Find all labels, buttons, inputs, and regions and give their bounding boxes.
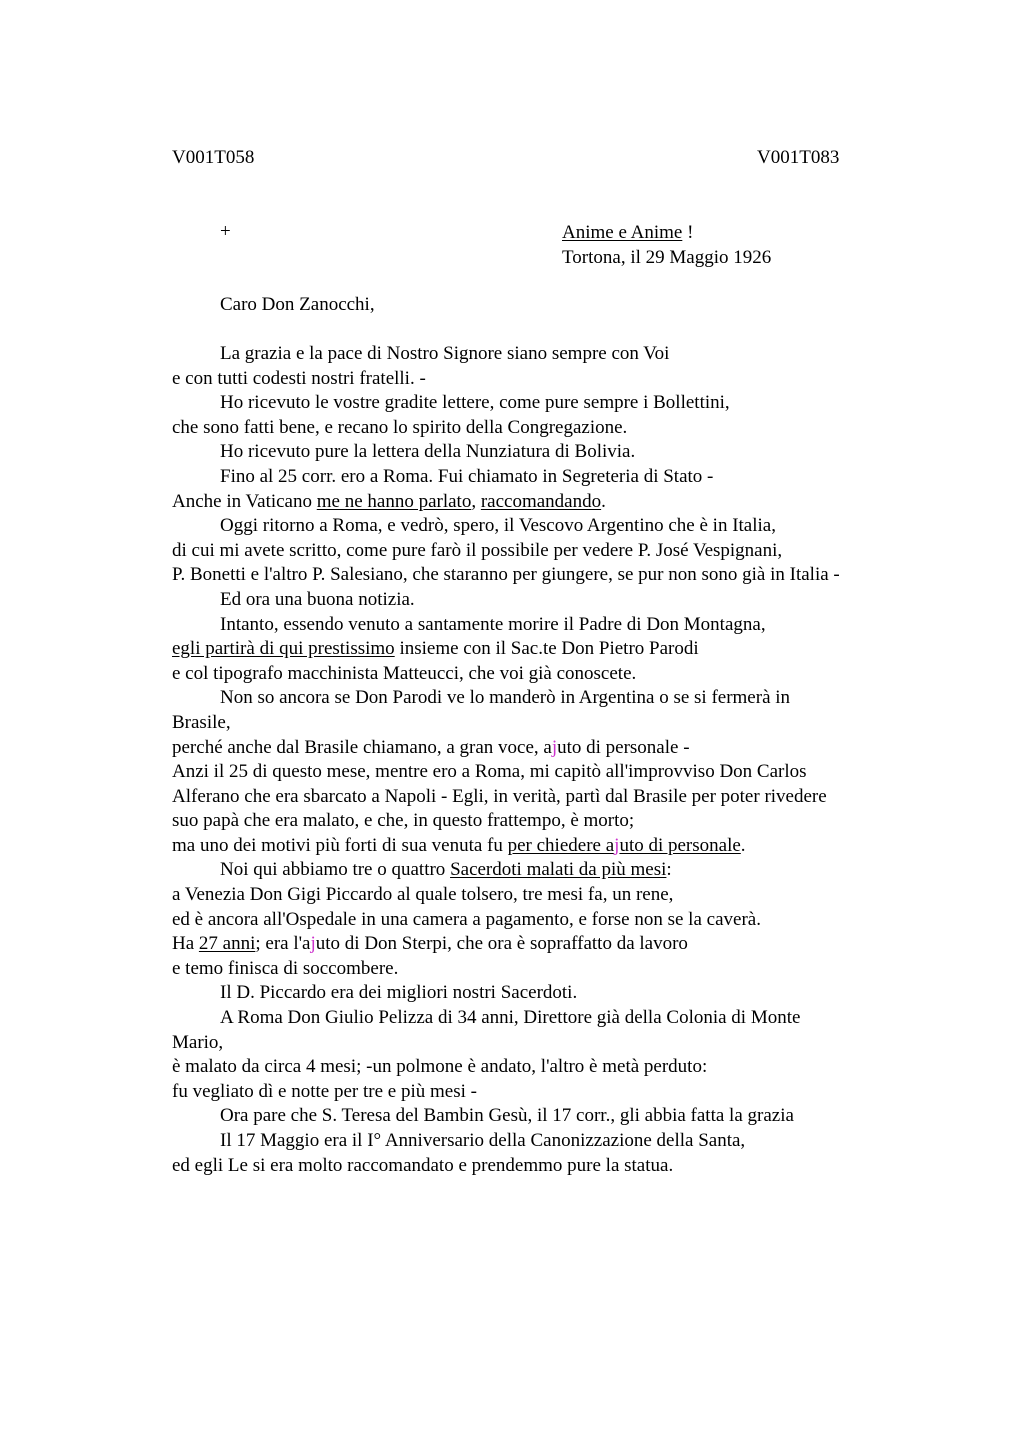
text-span: ma uno dei motivi più forti di sua venuta fu	[172, 834, 508, 856]
salutation: Caro Don Zanocchi,	[220, 294, 375, 315]
text-line: Alferano che era sbarcato a Napoli - Egli, in verità, partì dal Brasile per poter rivedere	[172, 785, 827, 807]
text-line	[172, 858, 932, 883]
text-line: Intanto, essendo venuto a santamente morire il Padre di Don Montagna,	[220, 613, 766, 635]
text-line: che sono fatti bene, e recano lo spirito della Congregazione.	[172, 416, 628, 438]
underlined-text	[508, 835, 741, 856]
text-span: .	[601, 490, 606, 512]
text-line: e con tutti codesti nostri fratelli. -	[172, 367, 426, 389]
text-line: Fino al 25 corr. ero a Roma. Fui chiamato in Segreteria di Stato -	[220, 465, 714, 487]
text-span: :	[666, 859, 672, 881]
motto-suffix: !	[682, 222, 694, 243]
text-line: Ed ora una buona notizia.	[220, 588, 415, 610]
text-line: Brasile,	[172, 711, 231, 733]
text-line: fu vegliato dì e notte per tre e più mesi -	[172, 1080, 477, 1102]
text-line: suo papà che era malato, e che, in questo frattempo, è morto;	[172, 810, 635, 832]
text-line: P. Bonetti e l'altro P. Salesiano, che staranno per giungere, se pur non sono già in Italia -	[172, 564, 840, 586]
text-line: di cui mi avete scritto, come pure farò il possibile per vedere P. José Vespignani,	[172, 539, 783, 561]
text-line: ed egli Le si era molto raccomandato e prendemmo pure la statua.	[172, 1154, 674, 1176]
text-span: Anche in Vaticano	[172, 490, 317, 512]
archive-reference-right: V001T083	[757, 147, 840, 168]
text-line	[172, 932, 932, 957]
text-line: Ora pare che S. Teresa del Bambin Gesù, il 17 corr., gli abbia fatta la grazia	[220, 1105, 794, 1127]
motto-line	[562, 221, 771, 246]
text-span: per chiedere a	[507, 834, 615, 856]
text-line: è malato da circa 4 mesi; -un polmone è andato, l'altro è metà perduto:	[172, 1056, 708, 1078]
underlined-text: egli partirà di qui prestissimo	[172, 638, 395, 660]
text-line: Ho ricevuto le vostre gradite lettere, come pure sempre i Bollettini,	[220, 392, 730, 414]
text-line	[172, 834, 932, 859]
motto-text: Anime e Anime	[562, 222, 683, 243]
text-line: A Roma Don Giulio Pelizza di 34 anni, Direttore già della Colonia di Monte	[220, 1007, 801, 1029]
text-span: Ha	[172, 933, 199, 955]
text-line: Non so ancora se Don Parodi ve lo manderò in Argentina o se si fermerà in	[220, 687, 791, 709]
text-line: Il 17 Maggio era il I° Anniversario della Canonizzazione della Santa,	[220, 1130, 746, 1151]
highlighted-letter: j	[551, 736, 558, 758]
text-span: .	[740, 834, 746, 856]
text-span: ,	[471, 490, 481, 512]
highlighted-letter: j	[310, 933, 316, 955]
underlined-text: raccomandando	[480, 490, 602, 512]
text-span: insieme con il Sac.te Don Pietro Parodi	[394, 638, 699, 660]
text-line: Oggi ritorno a Roma, e vedrò, spero, il Vescovo Argentino che è in Italia,	[220, 515, 776, 537]
text-line: e col tipografo macchinista Matteucci, che voi già conoscete.	[172, 662, 637, 684]
text-line: La grazia e la pace di Nostro Signore siano sempre con Voi	[220, 343, 670, 364]
text-span: ; era l'a	[255, 933, 311, 955]
text-line: Il D. Piccardo era dei migliori nostri Sacerdoti.	[220, 982, 578, 1004]
archive-reference-left: V001T058	[172, 147, 255, 168]
text-line: Ho ricevuto pure la lettera della Nunziatura di Bolivia.	[220, 441, 636, 463]
underlined-text: 27 anni	[198, 933, 256, 955]
text-line	[172, 736, 932, 761]
highlighted-letter: j	[614, 834, 620, 856]
text-span: uto di personale	[619, 834, 741, 856]
text-span: perché anche dal Brasile chiamano, a gran voce, a	[172, 736, 552, 758]
text-line: a Venezia Don Gigi Piccardo al quale tolsero, tre mesi fa, un rene,	[172, 884, 674, 906]
text-line	[172, 637, 932, 662]
text-span: Noi qui abbiamo tre o quattro	[220, 859, 451, 881]
text-line: Mario,	[172, 1031, 224, 1053]
text-line: ed è ancora all'Ospedale in una camera a pagamento, e forse non se la caverà.	[172, 908, 761, 930]
text-line: Anzi il 25 di questo mese, mentre ero a Roma, mi capitò all'improvviso Don Carlos	[172, 761, 807, 783]
underlined-text: Sacerdoti malati da più mesi	[450, 859, 667, 881]
letter-heading	[562, 221, 771, 270]
letter-body	[172, 342, 932, 1178]
text-line: e temo finisca di soccombere.	[172, 957, 399, 979]
text-line	[172, 490, 932, 515]
text-span: uto di personale -	[557, 736, 690, 758]
underlined-text: me ne hanno parlato	[316, 490, 472, 512]
text-span: uto di Don Sterpi, che ora è sopraffatto da lavoro	[315, 933, 688, 955]
place-date: Tortona, il 29 Maggio 1926	[562, 246, 772, 268]
cross-symbol: +	[220, 221, 231, 242]
